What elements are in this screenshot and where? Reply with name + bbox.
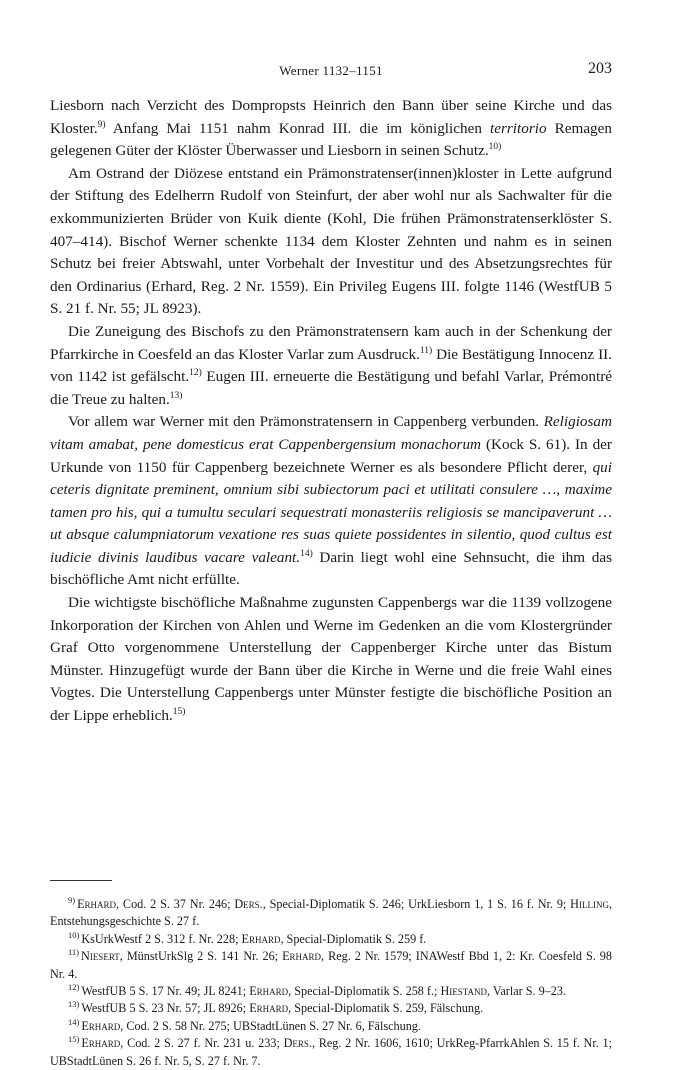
page-number: 203 [588,60,612,77]
footnote [50,1035,612,1070]
footnote-number: 14) [68,1016,80,1027]
text-run: Liesborn nach Verzicht des Dompropsts Heinrich den Bann über seine Kirche und das Kloster. [50,97,612,137]
paragraph [50,95,612,163]
footnote-reference: 12) [189,368,202,379]
footnote-reference: 15) [172,706,186,717]
author-name: Ders. [283,1036,312,1051]
text-run: , Cod. 2 S. 27 f. Nr. 231 u. 233; [120,1036,284,1051]
text-run: Remagen gelegenen Güter der Klöster Überwasser und Liesborn in seinen Schutz. [50,119,612,160]
text-run: , Varlar S. 9–23. [487,984,567,999]
running-title: Werner 1132–1151 [279,63,383,78]
author-name: Hilling [570,897,609,911]
italic-text: Religiosam vitam amabat, pene domesticus erat Cappenbergensium monachorum [50,413,612,453]
paragraph [50,411,612,592]
paragraph [50,163,612,321]
main-text [50,95,612,728]
footnote [50,983,612,1000]
author-name: Ders. [234,897,263,911]
text-run: , Special-Diplomatik S. 259 f. [280,931,427,946]
text-run: Die Bestätigung Innocenz II. von 1142 ist gefälscht. [50,345,612,386]
footnote-number: 9) [68,894,76,905]
author-name: Erhard [282,949,322,964]
text-run: Darin liegt wohl eine Sehnsucht, die ihm das bischöfliche Amt nicht erfüllte. [50,548,612,589]
footnote-reference: 10) [488,142,502,153]
author-name: Erhard [77,897,117,911]
page-header [50,60,612,80]
author-name: Erhard [249,984,289,999]
footnote-reference: 11) [419,345,433,356]
footnote-reference: 9) [97,119,106,130]
footnote-reference: 13) [169,390,183,401]
author-name: Erhard [249,1001,289,1016]
paragraph [50,592,612,728]
footnote-separator [50,880,112,881]
text-run: Am Ostrand der Diözese entstand ein Prämonstratenser(innen)kloster in Lette aufgrund der Stiftung des Edelherrn Rudolf von Steinfurt, der aber wohl nur als Sachwalter für die exkommunizierten Brüder von Kuik diente (Kohl, Die frühen Prämonstratenserklöster S. 407–414). Bischof Werner schenkte 1134 dem Kloster Zehnten und nahm es in seinen Schutz bei freier Abtswahl, unter Vorbehalt der Investitur und des Absetzungsrechtes für den Ordinarius (Erhard, Reg. 2 Nr. 1559). Ein Privileg Eugens III. folgte 1146 (WestfUB 5 S. 21 f. Nr. 55; JL 8923). [50,164,612,318]
italic-text: territorio [490,119,547,137]
footnote [50,948,612,983]
text-run: Die Zuneigung des Bischofs zu den Prämonstratensern kam auch in der Schenkung der Pfarrkirche in Coesfeld an das Kloster Varlar zum Ausdruck. [50,322,612,363]
footnote [50,931,612,948]
text-run: (Kock S. 61). In der Urkunde von 1150 für Cappenberg bezeichnete Werner es als besondere Pflicht derer, [50,435,612,476]
text-run: , Special-Diplomatik S. 259, Fälschung. [288,1001,484,1016]
author-name: Erhard [81,1018,121,1033]
author-name: Erhard [241,931,281,946]
text-run: , Special-Diplomatik S. 246; UrkLiesborn 1, 1 S. 16 f. Nr. 9; [262,897,571,911]
footnote-number: 15) [68,1034,80,1045]
footnotes [50,896,612,1070]
text-run: KsUrkWestf 2 S. 312 f. Nr. 228; [81,931,242,946]
text-run: Eugen III. erneuerte die Bestätigung und befahl Varlar, Prémontré die Treue zu halten. [50,368,612,408]
author-name: Erhard [81,1036,121,1051]
text-run: , MünstUrkSlg 2 S. 141 Nr. 26; [119,949,283,964]
text-run: Die wichtigste bischöfliche Maßnahme zugunsten Cappenbergs war die 1139 vollzogene Inkorporation der Kirchen von Ahlen und Werne im Gedenken an die vom Klostergründer Graf Otto vorgenommene Unterstellung der Cappenberger Kirche unter das Bistum Münster. Hinzugefügt wurde der Bann über die Kirche in Werne und die freie Wahl eines Vogtes. Die Unterstellung Cappenbergs unter Münster festigte die bischöfliche Position an der Lippe erheblich. [50,594,612,725]
author-name: Niesert [81,949,120,964]
text-run: , Cod. 2 S. 58 Nr. 275; UBStadtLünen S. 27 Nr. 6, Fälschung. [120,1018,421,1033]
footnote [50,1018,612,1035]
text-run: Anfang Mai 1151 nahm Konrad III. die im königlichen [105,119,490,137]
text-run: WestfUB 5 S. 17 Nr. 49; JL 8241; [81,984,250,999]
text-run: , Special-Diplomatik S. 258 f.; [288,984,441,999]
text-run: , Cod. 2 S. 37 Nr. 246; [116,897,235,911]
footnote-number: 11) [68,947,80,958]
footnote-number: 10) [68,929,80,940]
footnote-number: 12) [68,981,80,992]
text-run: WestfUB 5 S. 23 Nr. 57; JL 8926; [81,1001,250,1016]
paragraph [50,321,612,411]
italic-text: qui ceteris dignitate preminent, omnium sibi subiectorum paci et utilitati consulere …, maxime tamen pro his, qui a tumultu seculari sequestrati monasteriis religiosis se mancipaverunt … ut absque calumpniatorum vexatione res suas quiete possidentes in silentio, quod cultus est iudicie divinis laudibus vacare valeant. [50,458,612,566]
footnote-reference: 14) [300,548,313,559]
text-run: , Entstehungsgeschichte S. 27 f. [50,897,612,929]
text-run: Vor allem war Werner mit den Prämonstratensern in Cappenberg verbunden. [68,413,544,431]
text-run: , Reg. 2 Nr. 1579; INAWestf Bbd 1, 2: Kr. Coesfeld S. 98 Nr. 4. [50,949,612,981]
footnote [50,1000,612,1017]
footnote [50,896,612,931]
author-name: Hiestand [440,984,488,999]
footnote-number: 13) [68,999,80,1010]
text-run: , Reg. 2 Nr. 1606, 1610; UrkReg-PfarrkAhlen S. 15 f. Nr. 1; UBStadtLünen S. 26 f. Nr. 5, S. 27 f. Nr. 7. [50,1036,612,1068]
